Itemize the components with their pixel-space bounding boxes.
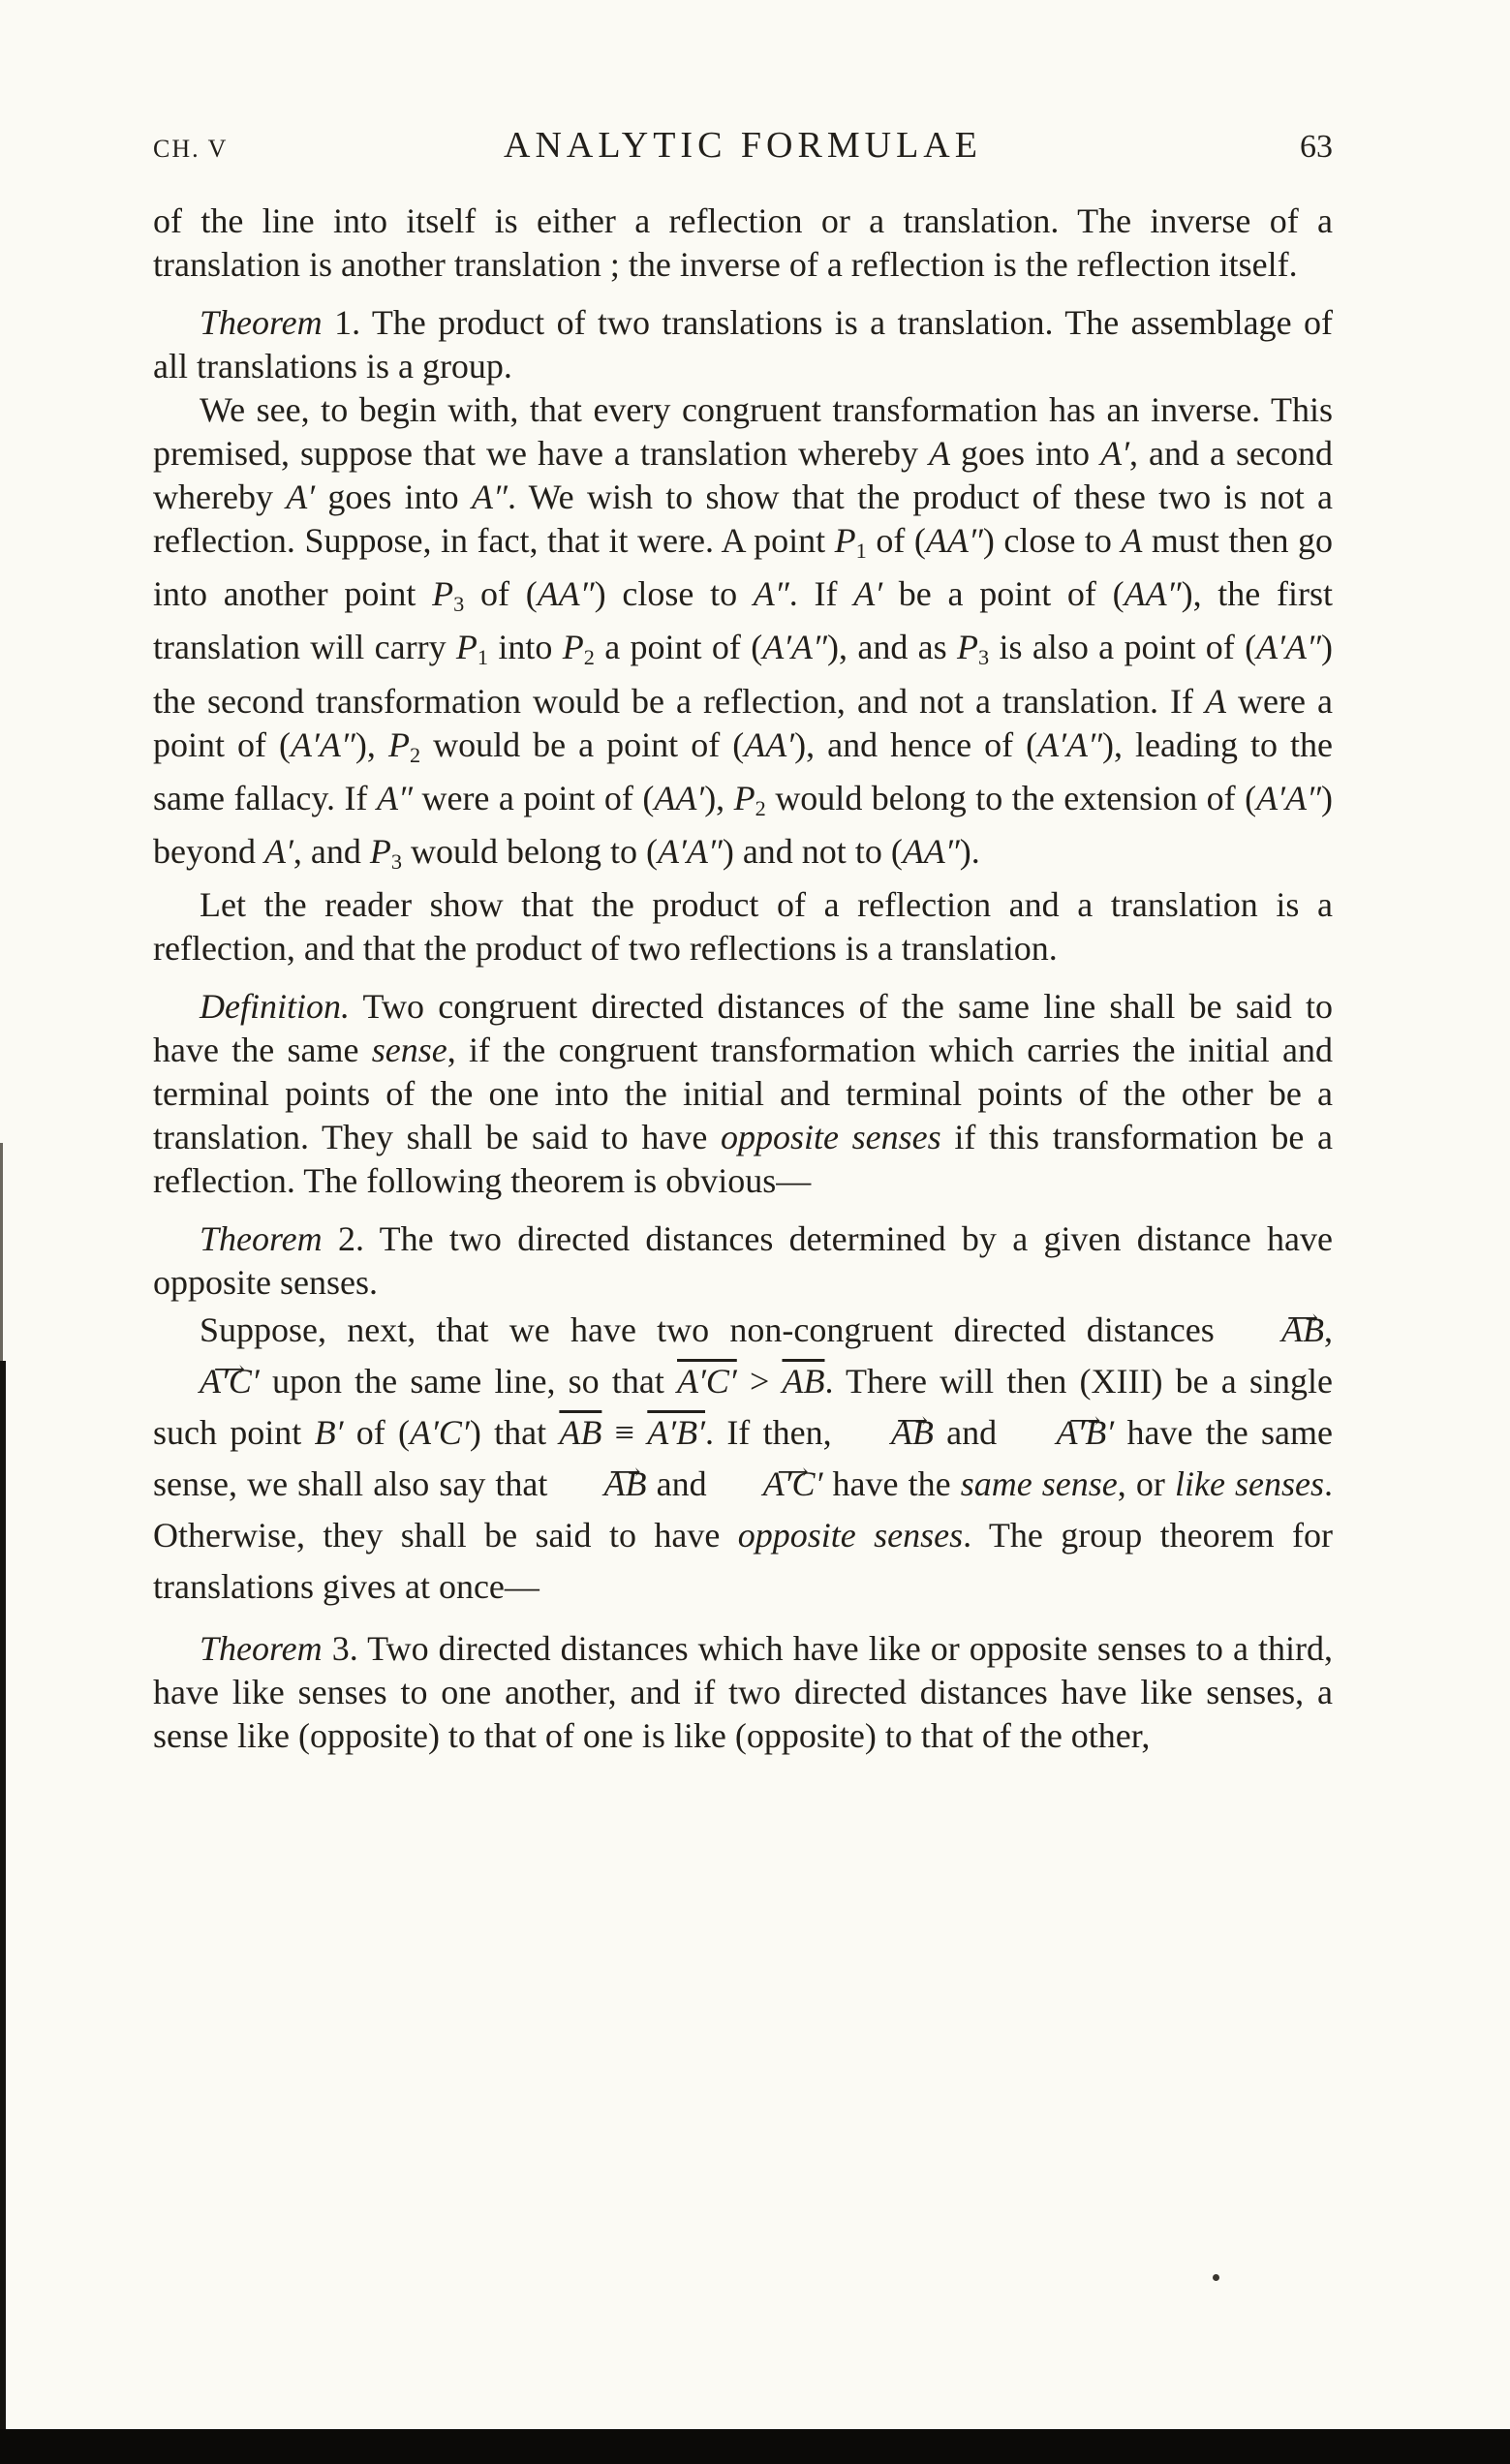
scan-edge-artifact-faint	[0, 1143, 3, 1366]
paragraph-continuation	[153, 200, 1333, 287]
text-run: sense	[371, 1031, 447, 1070]
text-run: Theorem	[200, 1219, 323, 1259]
text-run: 3. Two directed distances which have like or opposite senses to a third, have like senses to one another, and if two directed distances have like senses, a sense like (opposite) to that of one is like (opposite) to that of the other,	[153, 1629, 1333, 1756]
text-run: P	[387, 724, 410, 764]
text-run: Suppose, next, that we have two non-congruent directed distances	[200, 1310, 1236, 1350]
segment-notation: $\overline{AB}$	[559, 1413, 602, 1453]
text-run: A′A″	[762, 628, 828, 667]
text-run: A′	[1100, 434, 1129, 473]
subscript: 2	[583, 645, 595, 670]
text-run: A″	[471, 477, 508, 516]
paragraph-definition	[153, 985, 1333, 1203]
text-run: . If then,	[705, 1413, 845, 1453]
subscript: 1	[855, 539, 867, 564]
text-run: ), and hence of (	[794, 724, 1038, 764]
text-run: of (	[343, 1413, 411, 1453]
text-run: AA″	[925, 521, 983, 560]
text-run: A′A″	[291, 724, 355, 764]
text-run: and	[933, 1413, 1010, 1453]
subscript: 3	[453, 592, 465, 617]
text-run: Theorem	[200, 303, 323, 342]
text-run: . Otherwise, they shall be said to have	[153, 1464, 1334, 1555]
text-run: . The group theorem for translations gives at once—	[153, 1516, 1333, 1607]
subscript: 3	[390, 849, 402, 875]
subscript: 1	[477, 645, 489, 670]
text-run: A′A″	[1256, 778, 1321, 817]
text-run: A	[929, 434, 950, 473]
text-run: be a point of (	[882, 574, 1125, 614]
scan-bottom-edge	[0, 2429, 1510, 2464]
scan-edge-artifact	[0, 1361, 6, 2431]
paragraph-theorem-1	[153, 301, 1333, 388]
vector-notation: AB ⟶	[1235, 1305, 1324, 1356]
text-run: would be a point of (	[420, 724, 745, 764]
text-run: A′	[286, 477, 316, 516]
text-run: would belong to (	[402, 832, 658, 872]
text-run: Definition.	[200, 987, 350, 1027]
text-run: ) that	[469, 1413, 560, 1453]
segment-notation: A′C′	[677, 1362, 737, 1401]
text-run: 2. The two directed distances determined by a given distance have opposite senses.	[153, 1219, 1333, 1303]
vector-notation: A′C′ ⟶	[153, 1356, 260, 1407]
text-run: B′	[314, 1413, 344, 1453]
page-number: 63	[1300, 129, 1333, 165]
text-run: A′	[263, 832, 293, 872]
text-run: AA′	[744, 724, 795, 764]
text-run: . There will then (XIII) be a single such point	[153, 1362, 1333, 1453]
text-run: ) beyond	[153, 778, 1333, 872]
vector-notation: A′C′ ⟶	[717, 1459, 823, 1510]
vector-notation: A′B′ ⟶	[1009, 1407, 1114, 1459]
text-body	[153, 200, 1333, 1758]
text-run: P	[369, 832, 391, 872]
text-run: upon the same line, so that	[259, 1362, 678, 1401]
text-run: ) close to	[982, 521, 1122, 560]
text-run: of (	[464, 574, 538, 614]
text-run: AA′	[654, 778, 705, 817]
text-run: ,	[1324, 1310, 1333, 1350]
text-run: A″	[377, 778, 413, 817]
text-run: and	[646, 1464, 717, 1504]
paragraph-senses	[153, 1305, 1333, 1613]
text-run: , and a second whereby	[153, 434, 1333, 516]
text-run: opposite senses	[737, 1516, 964, 1555]
ink-speck	[1213, 2274, 1219, 2281]
text-run: AA″	[1124, 574, 1182, 614]
text-run: ),	[704, 778, 734, 817]
text-run: Two congruent directed distances of the same line shall be said to have the same	[153, 987, 1333, 1070]
text-run: A′C′	[410, 1413, 470, 1453]
paragraph-proof	[153, 388, 1333, 883]
text-run: A″	[753, 574, 789, 614]
subscript: 3	[978, 645, 990, 670]
text-run: 1. The product of two translations is a translation. The assemblage of all translations is a group.	[153, 303, 1333, 385]
text-run: goes into	[950, 434, 1101, 473]
paragraph-exercise	[153, 883, 1333, 970]
text-run: >	[736, 1362, 783, 1401]
text-run: A′A″	[1037, 724, 1102, 764]
text-run: , or	[1117, 1464, 1175, 1504]
text-run: goes into	[315, 477, 472, 516]
text-run: A′A″	[657, 832, 723, 872]
text-run: ≡	[601, 1413, 648, 1453]
paragraph-theorem-2	[153, 1217, 1333, 1305]
text-run: Let the reader show that the product of a reflection and a translation is a reflection, and that the product of two reflections is a translation.	[153, 885, 1333, 969]
text-run: P	[834, 521, 856, 560]
text-run: A′	[853, 574, 883, 614]
text-run: were a point of (	[153, 681, 1333, 764]
text-run: ), leading to the same fallacy. If	[153, 724, 1333, 817]
text-run: have the	[822, 1464, 961, 1504]
text-run: ) and not to (	[722, 832, 903, 872]
text-run: same sense	[960, 1464, 1118, 1504]
text-run: P	[432, 574, 454, 614]
text-run: of (	[866, 521, 926, 560]
vector-notation: AB ⟶	[558, 1459, 647, 1510]
text-run: have the same sense, we shall also say that	[153, 1413, 1333, 1504]
page-content	[153, 124, 1333, 1758]
text-run: into	[488, 628, 563, 667]
subscript: 2	[755, 796, 766, 821]
text-run: , if the congruent transformation which carries the initial and terminal points of the one into the initial and terminal points of the other be a translation. They shall be said to have	[153, 1031, 1333, 1157]
text-run: ) close to	[594, 574, 754, 614]
chapter-label: CH. V	[153, 135, 229, 163]
text-run: A′A″	[1256, 628, 1321, 667]
text-run: of the line into itself is either a reflection or a translation. The inverse of a translation is another translation ; the inverse of a reflection is the reflection itself.	[153, 201, 1333, 284]
subscript: 2	[409, 742, 421, 767]
text-run: . If	[788, 574, 854, 614]
text-run: ), the first translation will carry	[153, 574, 1333, 667]
text-run: P	[455, 628, 478, 667]
text-run: is also a point of (	[989, 628, 1257, 667]
text-run: AA″	[537, 574, 595, 614]
running-title: ANALYTIC FORMULAE	[504, 125, 982, 166]
text-run: A	[1205, 681, 1227, 721]
text-run: We see, to begin with, that every congruent transformation has an inverse. This premised, suppose that we have a translation whereby	[153, 390, 1333, 473]
paragraph-theorem-3	[153, 1627, 1333, 1758]
text-run: must then go into another point	[153, 521, 1333, 614]
text-run: P	[733, 778, 755, 817]
text-run: like senses	[1174, 1464, 1325, 1504]
text-run: P	[957, 628, 978, 667]
text-run: . We wish to show that the product of these two is not a reflection. Suppose, in fact, that it were. A point	[153, 477, 1333, 560]
text-run: ), and as	[827, 628, 957, 667]
text-run: AA″	[902, 832, 960, 872]
segment-notation: A′B′	[647, 1413, 706, 1453]
vector-notation: AB ⟶	[845, 1407, 934, 1459]
text-run: ).	[959, 832, 980, 872]
text-run: were a point of (	[412, 778, 655, 817]
text-run: , and	[293, 832, 370, 872]
text-run: ) the second transformation would be a reflection, and not a translation. If	[153, 628, 1333, 721]
text-run: Theorem	[200, 1629, 323, 1669]
segment-notation: $\overline{AB}$	[782, 1362, 825, 1401]
text-run: A	[1121, 521, 1143, 560]
text-run: ),	[354, 724, 388, 764]
text-run: a point of (	[594, 628, 763, 667]
text-run: opposite senses	[721, 1118, 941, 1157]
text-run: if this transformation be a reflection. The following theorem is obvious—	[153, 1118, 1333, 1201]
text-run: would belong to the extension of (	[765, 778, 1257, 817]
text-run: P	[562, 628, 584, 667]
page-header	[153, 124, 1333, 167]
